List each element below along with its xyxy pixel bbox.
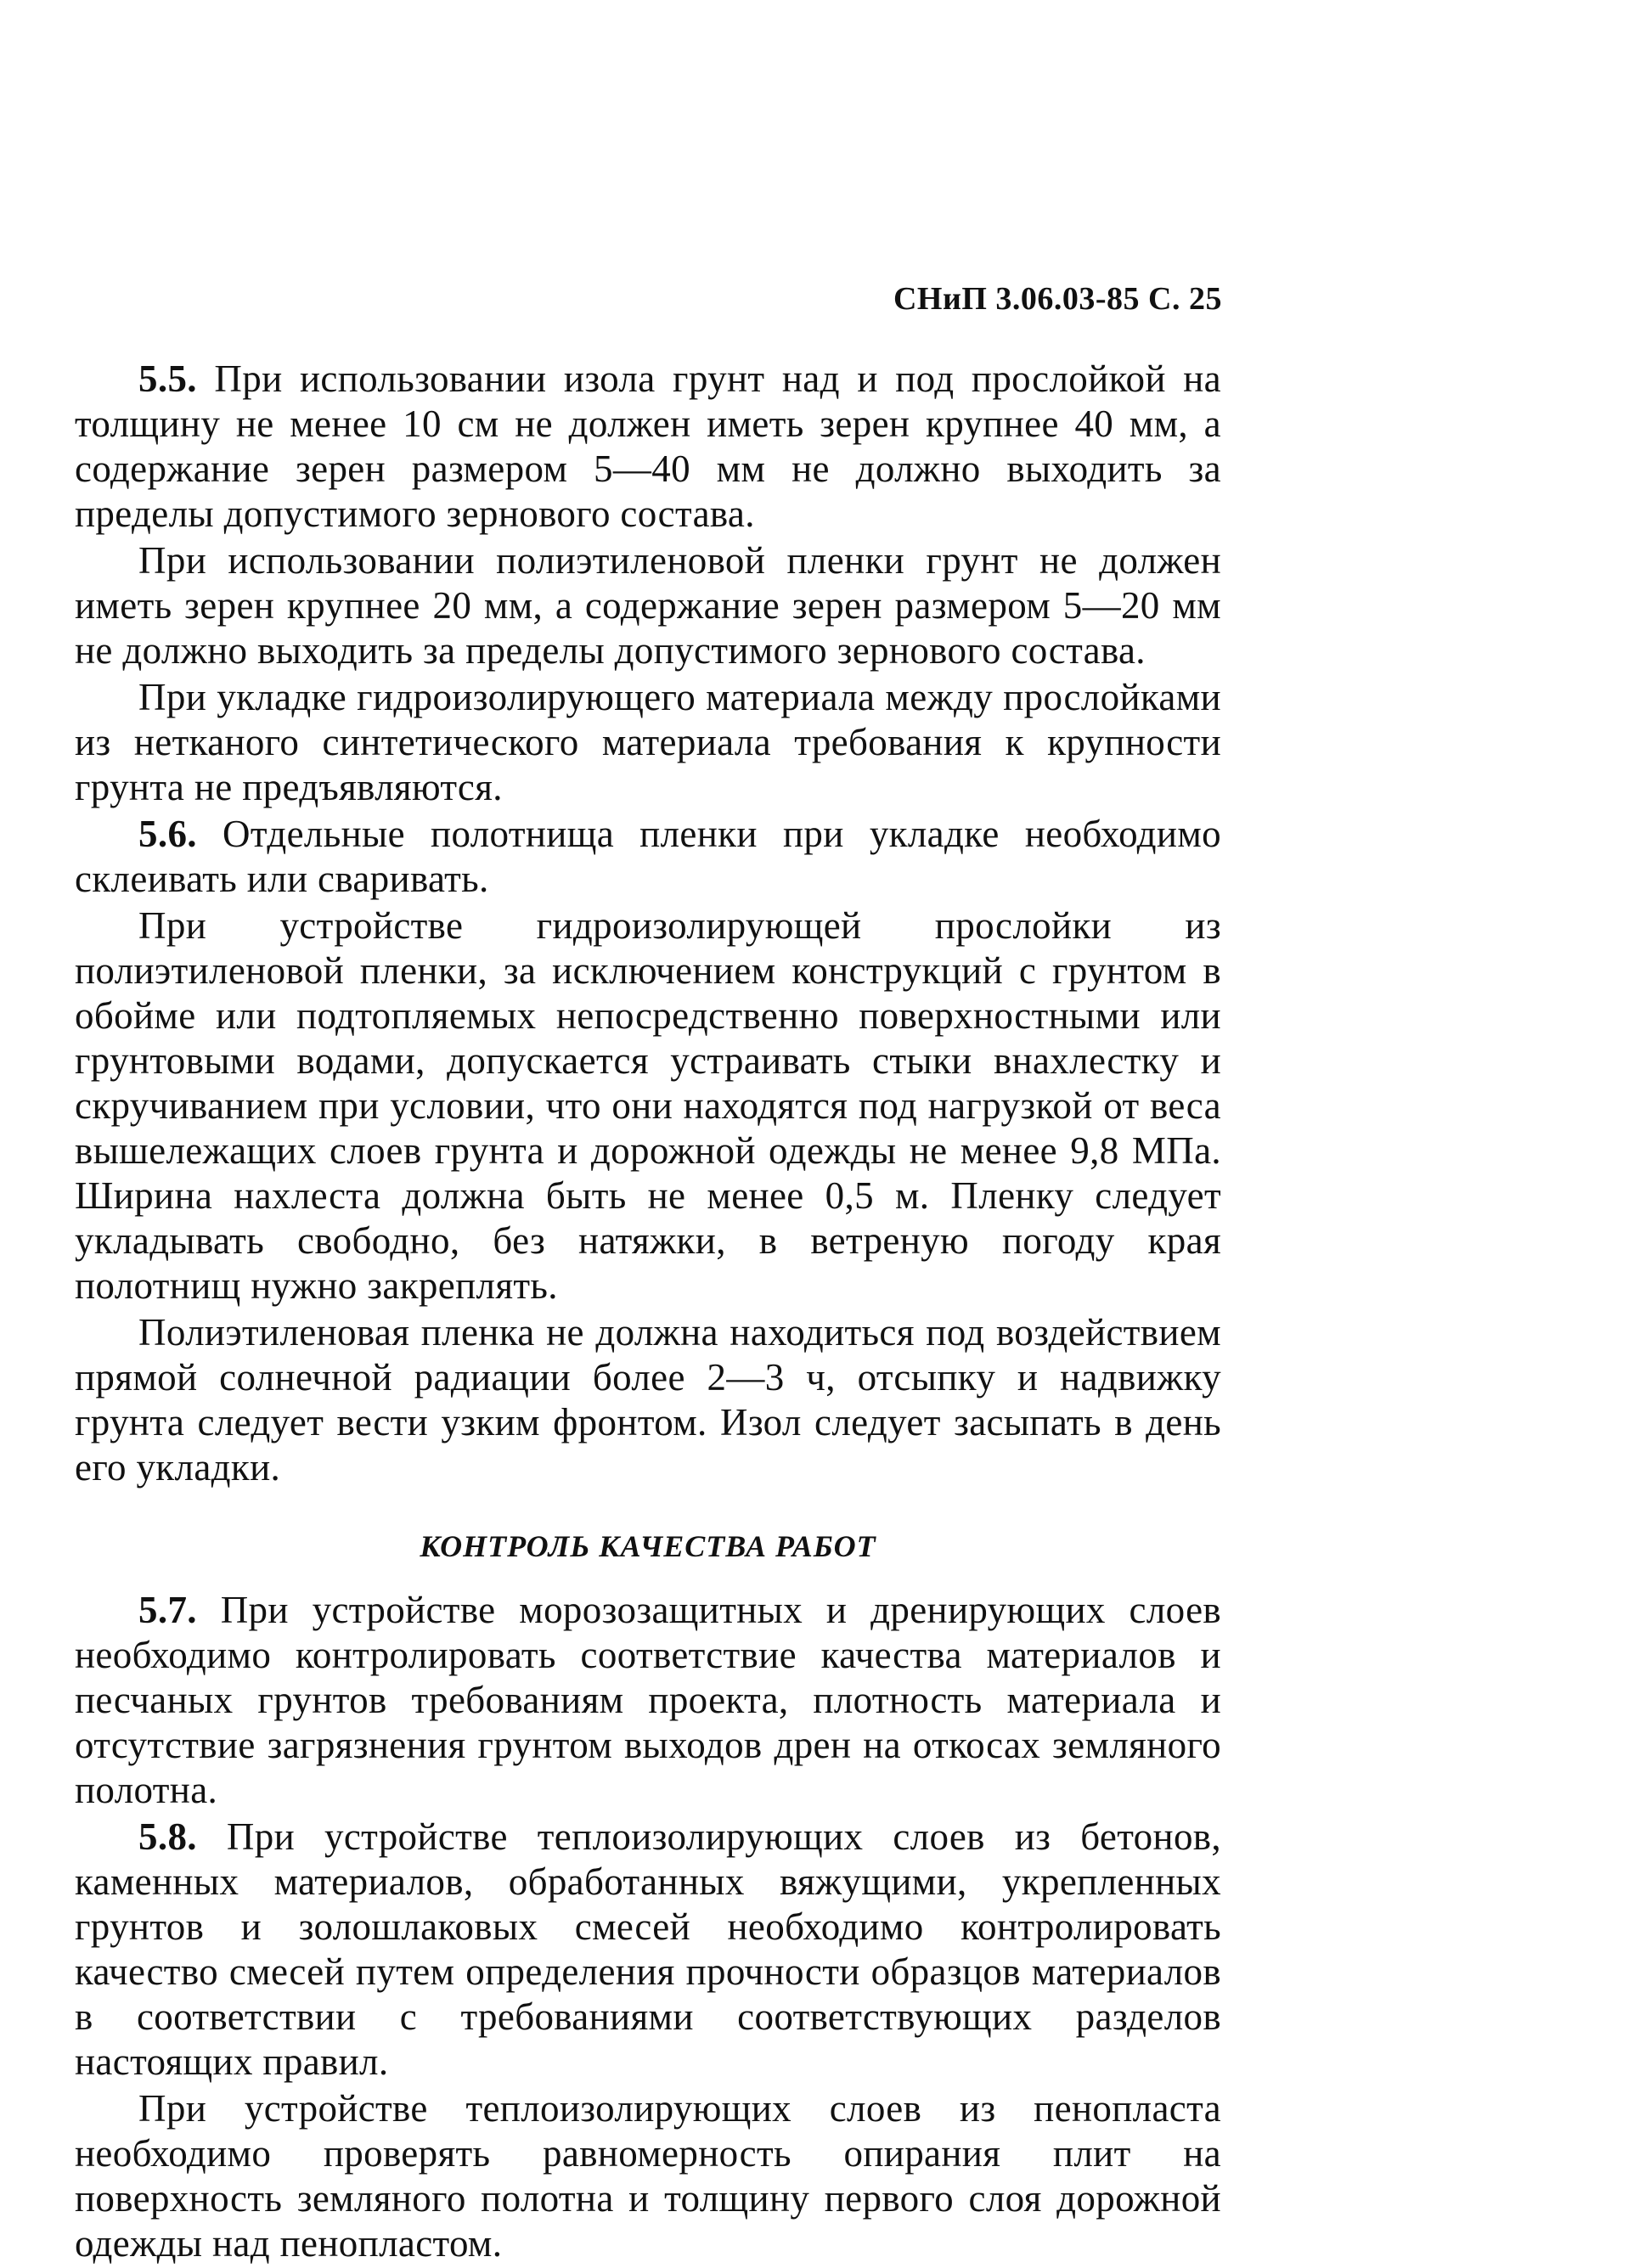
page-header: СНиП 3.06.03-85 С. 25 xyxy=(893,281,1222,317)
clause-number: 5.8. xyxy=(138,1815,197,1858)
clause-number: 5.7. xyxy=(138,1589,197,1631)
paragraph-text: При использовании изола грунт над и под прослойкой на толщину не менее 10 см не должен иметь зерен крупнее 40 мм, а содержание зерен размером 5—40 мм не должно выходить за пределы допустимого зернового состава. xyxy=(75,357,1221,535)
paragraph-text: Отдельные полотнища пленки при укладке необходимо склеивать или сваривать. xyxy=(75,813,1221,900)
paragraph xyxy=(75,903,1221,1308)
paragraph-text: При использовании полиэтиленовой пленки грунт не должен иметь зерен крупнее 20 мм, а содержание зерен размером 5—20 мм не должно выходить за пределы допустимого зернового состава. xyxy=(75,539,1221,672)
paragraph-text: При устройстве гидроизолирующей прослойки из полиэтиленовой пленки, за исключением конструкций с грунтом в обойме или подтопляемых непосредственно поверхностными или грунтовыми водами, допускается устраивать стыки внахлестку и скручиванием при условии, что они находятся под нагрузкой от веса вышележащих слоев грунта и дорожной одежды не менее 9,8 МПа. Ширина нахлеста должна быть не менее 0,5 м. Пленку следует укладывать свободно, без натяжки, в ветреную погоду края полотнищ нужно закреплять. xyxy=(75,904,1221,1307)
paragraph-5-8 xyxy=(75,1815,1221,2085)
paragraph-text: При устройстве морозозащитных и дренирующих слоев необходимо контролировать соответствие качества материалов и песчаных грунтов требованиям проекта, плотность материала и отсутствие загрязнения грунтом выходов дрен на откосах земляного полотна. xyxy=(75,1589,1221,1811)
paragraph xyxy=(75,2086,1221,2266)
paragraph-text: При устройстве теплоизолирующих слоев из пенопласта необходимо проверять равномерность опирания плит на поверхность земляного полотна и толщину первого слоя дорожной одежды над пенопластом. xyxy=(75,2087,1221,2265)
clause-number: 5.5. xyxy=(138,357,197,400)
paragraph-text: При устройстве теплоизолирующих слоев из бетонов, каменных материалов, обработанных вяжущими, укрепленных грунтов и золошлаковых смесей необходимо контролировать качество смесей путем определения прочности образцов материалов в соответствии с требованиями соответствующих разделов настоящих правил. xyxy=(75,1815,1221,2083)
paragraph xyxy=(75,538,1221,673)
paragraph-5-5 xyxy=(75,357,1221,537)
paragraph-text: При укладке гидроизолирующего материала между прослойками из нетканого синтетического материала требования к крупности грунта не предъявляются. xyxy=(75,676,1221,808)
paragraph-5-6 xyxy=(75,812,1221,902)
document-body xyxy=(75,357,1221,2268)
paragraph xyxy=(75,1310,1221,1490)
paragraph xyxy=(75,675,1221,810)
section-title: КОНТРОЛЬ КАЧЕСТВА РАБОТ xyxy=(420,1529,876,1563)
paragraph-text: Полиэтиленовая пленка не должна находиться под воздействием прямой солнечной радиации более 2—3 ч, отсыпку и надвижку грунта следует вести узким фронтом. Изол следует засыпать в день его укладки. xyxy=(75,1311,1221,1489)
clause-number: 5.6. xyxy=(138,813,197,855)
paragraph-5-7 xyxy=(75,1588,1221,1813)
